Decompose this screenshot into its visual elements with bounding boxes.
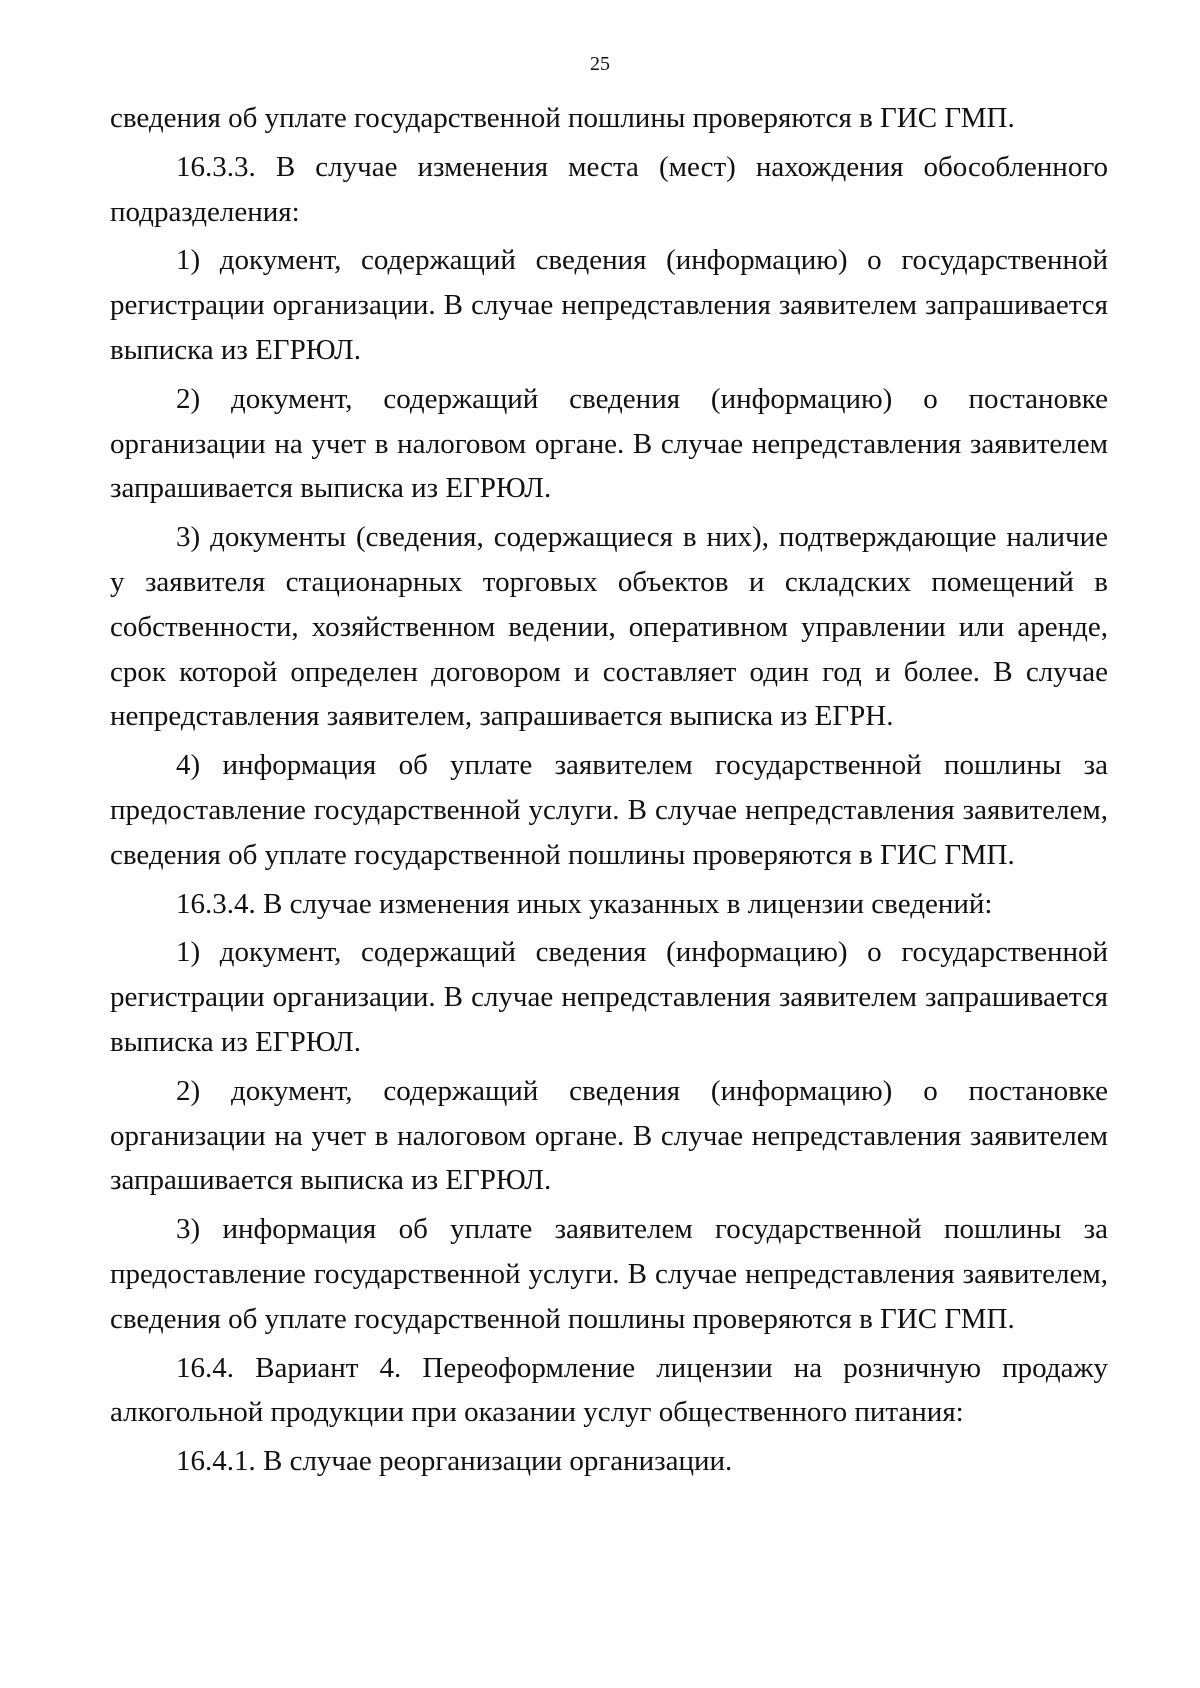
paragraph-16-3-4-item-2: 2) документ, содержащий сведения (информацию) о постановке организации на учет в налоговом органе. В случае непредставления заявителем запрашивается выписка из ЕГРЮЛ.	[110, 1074, 1108, 1197]
page-number: 25	[590, 53, 610, 75]
document-body	[110, 96, 1108, 1484]
paragraph-16-4-1: 16.4.1. В случае реорганизации организации.	[176, 1445, 733, 1478]
paragraph-16-3-3-item-1: 1) документ, содержащий сведения (информацию) о государственной регистрации организации. В случае непредставления заявителем запрашивается выписка из ЕГРЮЛ.	[110, 244, 1108, 366]
paragraph-continuation: сведения об уплате государственной пошлины проверяются в ГИС ГМП.	[110, 102, 1015, 134]
paragraph-16-3-3-item-4: 4) информация об уплате заявителем государственной пошлины за предоставление государственной услуги. В случае непредставления заявителем, сведения об уплате государственной пошлины проверяются в ГИС ГМП.	[110, 749, 1108, 871]
paragraph-16-3-3-heading: 16.3.3. В случае изменения места (мест) нахождения обособленного подразделения:	[110, 150, 1108, 228]
paragraph-16-3-4-heading: 16.3.4. В случае изменения иных указанных в лицензии сведений:	[176, 887, 993, 920]
paragraph-16-3-3-item-2: 2) документ, содержащий сведения (информацию) о постановке организации на учет в налоговом органе. В случае непредставления заявителем запрашивается выписка из ЕГРЮЛ.	[110, 382, 1108, 505]
paragraph-16-3-4-item-1: 1) документ, содержащий сведения (информацию) о государственной регистрации организации. В случае непредставления заявителем запрашивается выписка из ЕГРЮЛ.	[110, 936, 1108, 1058]
paragraph-16-4-heading: 16.4. Вариант 4. Переоформление лицензии на розничную продажу алкогольной продукции при оказании услуг общественного питания:	[110, 1351, 1108, 1429]
paragraph-16-3-4-item-3: 3) информация об уплате заявителем государственной пошлины за предоставление государственной услуги. В случае непредставления заявителем, сведения об уплате государственной пошлины проверяются в ГИС ГМП.	[110, 1213, 1108, 1335]
paragraph-16-3-3-item-3: 3) документы (сведения, содержащиеся в них), подтверждающие наличие у заявителя стационарных торговых объектов и складских помещений в собственности, хозяйственном ведении, оперативном управлении или аренде, срок которой определен договором и составляет один год и более. В случае непредставления заявителем, запрашивается выписка из ЕГРН.	[110, 521, 1108, 733]
